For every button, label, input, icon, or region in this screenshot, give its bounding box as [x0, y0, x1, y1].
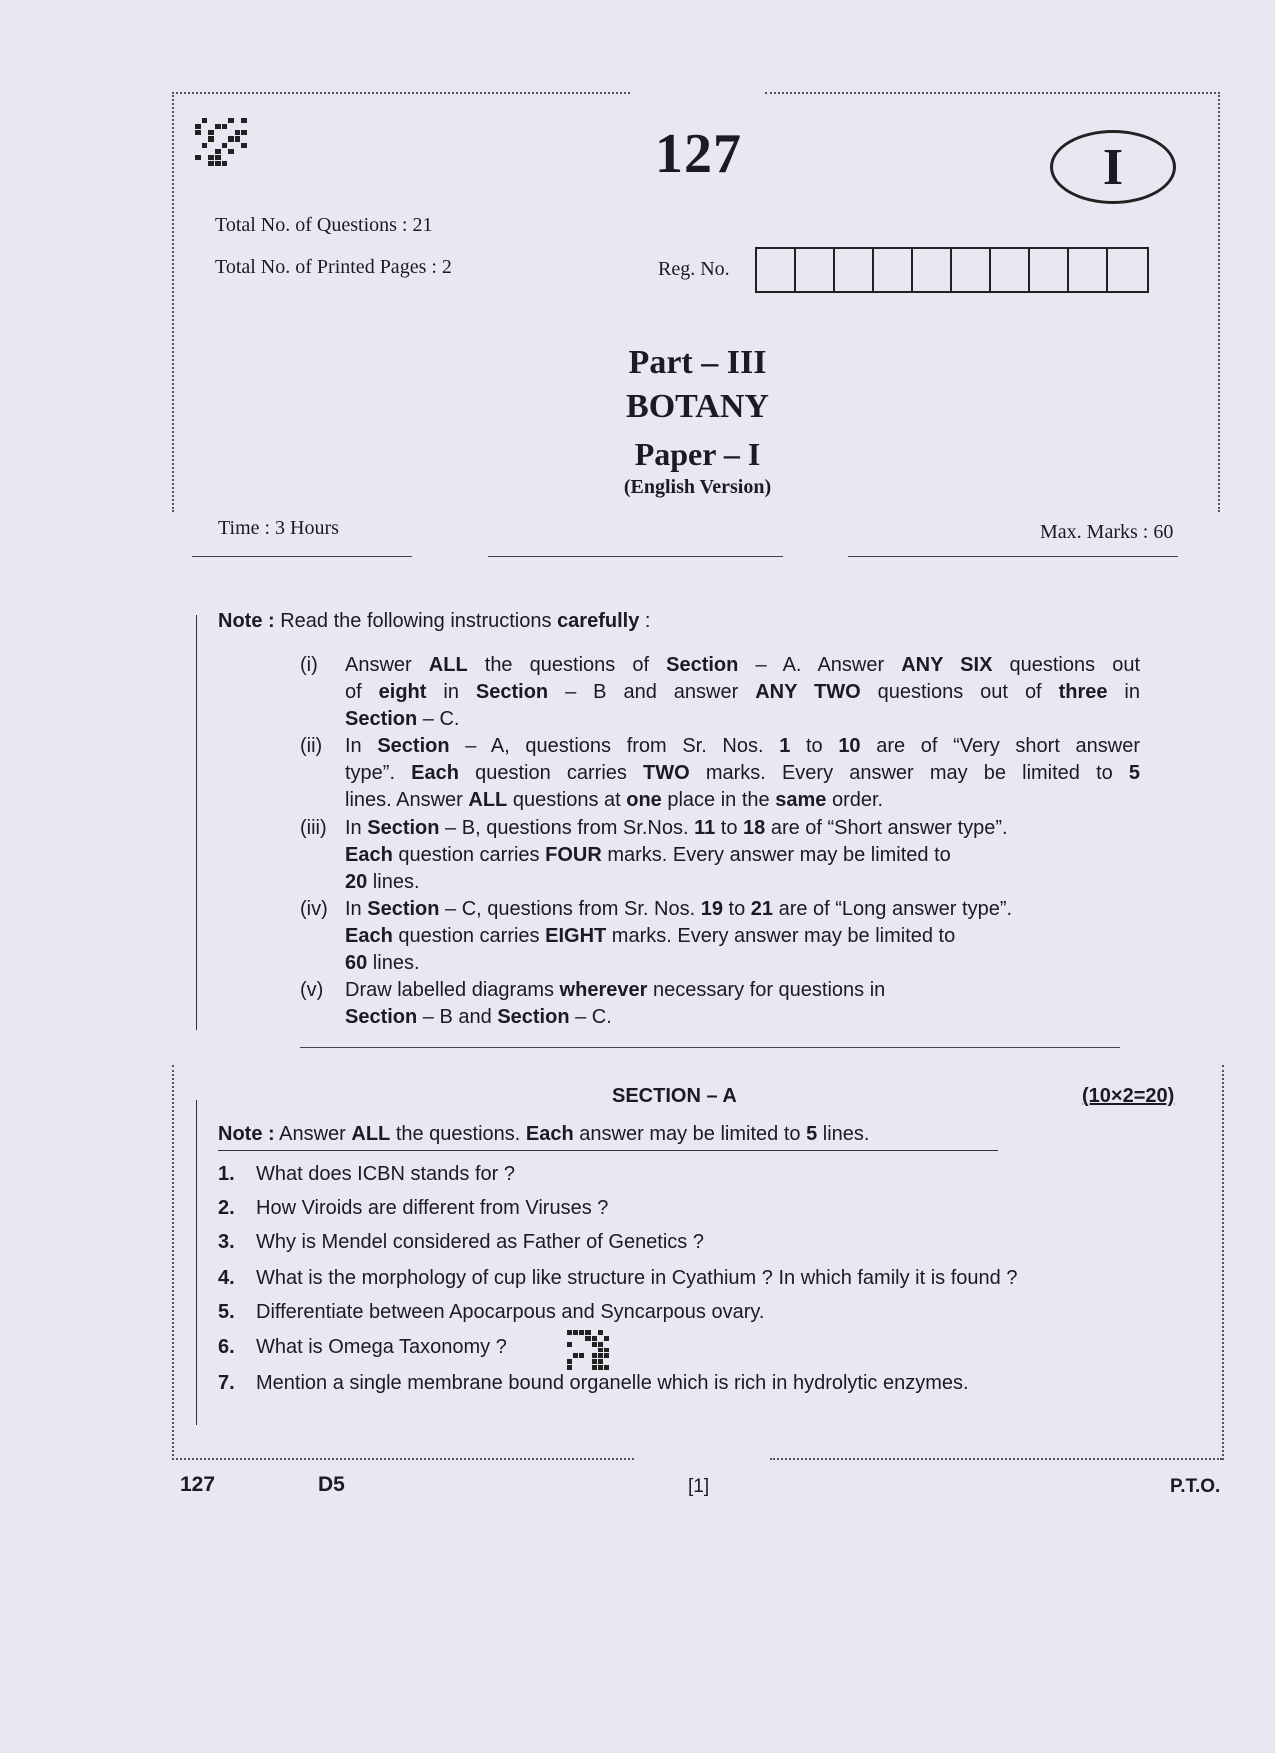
- question-item: [218, 1231, 704, 1254]
- note-underline: [218, 1150, 998, 1151]
- border-top-right: [765, 92, 1220, 94]
- question-number: 1.: [218, 1163, 235, 1185]
- reg-no-cell[interactable]: [796, 249, 835, 291]
- instruction-line: of eight in Section – B and answer ANY TWO questions out of three in: [345, 681, 1141, 703]
- question-item: [218, 1372, 969, 1395]
- question-number: 4.: [218, 1267, 235, 1289]
- reg-no-cell[interactable]: [991, 249, 1030, 291]
- question-number: 7.: [218, 1372, 235, 1394]
- instruction-number: (iii): [300, 817, 327, 839]
- footer-code: 127: [180, 1473, 216, 1496]
- qr-code-icon: [567, 1330, 609, 1370]
- instruction-text: [345, 733, 1140, 814]
- section-a-marks: (10×2=20): [1082, 1085, 1175, 1107]
- instruction-line: 20 lines.: [345, 871, 420, 893]
- border-left-lower: [172, 1065, 174, 1460]
- paper-title: Paper – I: [634, 436, 761, 472]
- footer-set: D5: [318, 1473, 345, 1496]
- question-number: 3.: [218, 1231, 235, 1253]
- reg-no-cell[interactable]: [835, 249, 874, 291]
- instruction-line: 60 lines.: [345, 952, 420, 974]
- question-item: [218, 1301, 764, 1324]
- reg-no-cell[interactable]: [1069, 249, 1108, 291]
- question-text: Why is Mendel considered as Father of Genetics ?: [256, 1231, 704, 1253]
- question-number: 5.: [218, 1301, 235, 1323]
- instruction-number: (v): [300, 979, 324, 1001]
- note-left-line: [196, 615, 197, 1030]
- time-label: Time : 3 Hours: [218, 517, 339, 539]
- border-bottom-left: [172, 1458, 634, 1460]
- border-top-left: [172, 92, 630, 94]
- section-a-title: SECTION – A: [612, 1085, 737, 1107]
- instruction-text: [345, 815, 1140, 896]
- question-text: What does ICBN stands for ?: [256, 1163, 516, 1185]
- instruction-number: (i): [300, 654, 318, 676]
- instruction-line: In Section – C, questions from Sr. Nos. 19 to 21 are of “Long answer type”.: [345, 898, 1013, 920]
- section-a-note: Note : Answer ALL the questions. Each answer may be limited to 5 lines.: [218, 1123, 870, 1145]
- divider: [192, 556, 412, 557]
- divider: [848, 556, 1178, 557]
- border-right-lower: [1222, 1065, 1224, 1460]
- instruction-line: type”. Each question carries TWO marks. Every answer may be limited to 5: [345, 762, 1141, 784]
- border-bottom-right: [770, 1458, 1222, 1460]
- instruction-number: (ii): [300, 735, 323, 757]
- version-title: (English Version): [623, 476, 772, 498]
- instruction-line: In Section – A, questions from Sr. Nos. 1 to 10 are of “Very short answer: [345, 735, 1140, 757]
- paper-code: 127: [655, 123, 742, 185]
- question-item: [218, 1336, 507, 1359]
- instruction-line: Each question carries EIGHT marks. Every answer may be limited to: [345, 925, 956, 947]
- reg-no-cell[interactable]: [1030, 249, 1069, 291]
- pto-label: P.T.O.: [1170, 1476, 1221, 1497]
- question-text: How Viroids are different from Viruses ?: [256, 1197, 609, 1219]
- version-badge: I: [1050, 130, 1176, 204]
- total-pages: Total No. of Printed Pages : 2: [215, 256, 452, 278]
- question-item: [218, 1267, 1017, 1290]
- reg-no-field[interactable]: [755, 247, 1149, 293]
- section-left-line: [196, 1100, 197, 1425]
- question-text: What is the morphology of cup like structure in Cyathium ? In which family it is found ?: [256, 1267, 1018, 1289]
- reg-no-cell[interactable]: [952, 249, 991, 291]
- reg-no-cell[interactable]: [757, 249, 796, 291]
- instruction-line: lines. Answer ALL questions at one place in the same order.: [345, 789, 884, 811]
- reg-no-cell[interactable]: [1108, 249, 1147, 291]
- instruction-line: Answer ALL the questions of Section – A. Answer ANY SIX questions out: [345, 654, 1140, 676]
- instruction-line: In Section – B, questions from Sr.Nos. 11 to 18 are of “Short answer type”.: [345, 817, 1008, 839]
- instruction-number: (iv): [300, 898, 328, 920]
- question-text: What is Omega Taxonomy ?: [256, 1336, 507, 1358]
- reg-no-label: Reg. No.: [658, 258, 730, 280]
- instruction-text: [345, 977, 1140, 1031]
- reg-no-cell[interactable]: [913, 249, 952, 291]
- part-title: Part – III: [628, 344, 767, 381]
- divider: [488, 556, 783, 557]
- question-item: [218, 1197, 608, 1220]
- question-number: 6.: [218, 1336, 235, 1358]
- instruction-text: [345, 652, 1140, 733]
- instruction-line: Draw labelled diagrams wherever necessary for questions in: [345, 979, 886, 1001]
- divider: [300, 1047, 1120, 1048]
- instructions-note: Note : Read the following instructions carefully :: [218, 610, 651, 632]
- instruction-text: [345, 896, 1140, 977]
- question-number: 2.: [218, 1197, 235, 1219]
- subject-title: BOTANY: [626, 388, 769, 425]
- question-item: [218, 1163, 515, 1186]
- question-text: Mention a single membrane bound organelle which is rich in hydrolytic enzymes.: [256, 1372, 969, 1394]
- instruction-line: Each question carries FOUR marks. Every answer may be limited to: [345, 844, 951, 866]
- instruction-line: Section – C.: [345, 708, 460, 730]
- qr-code-icon: [195, 118, 247, 166]
- reg-no-cell[interactable]: [874, 249, 913, 291]
- instruction-line: Section – B and Section – C.: [345, 1006, 612, 1028]
- question-text: Differentiate between Apocarpous and Syncarpous ovary.: [256, 1301, 765, 1323]
- max-marks: Max. Marks : 60: [1040, 521, 1174, 543]
- total-questions: Total No. of Questions : 21: [215, 214, 433, 236]
- page-number: [1]: [688, 1476, 710, 1497]
